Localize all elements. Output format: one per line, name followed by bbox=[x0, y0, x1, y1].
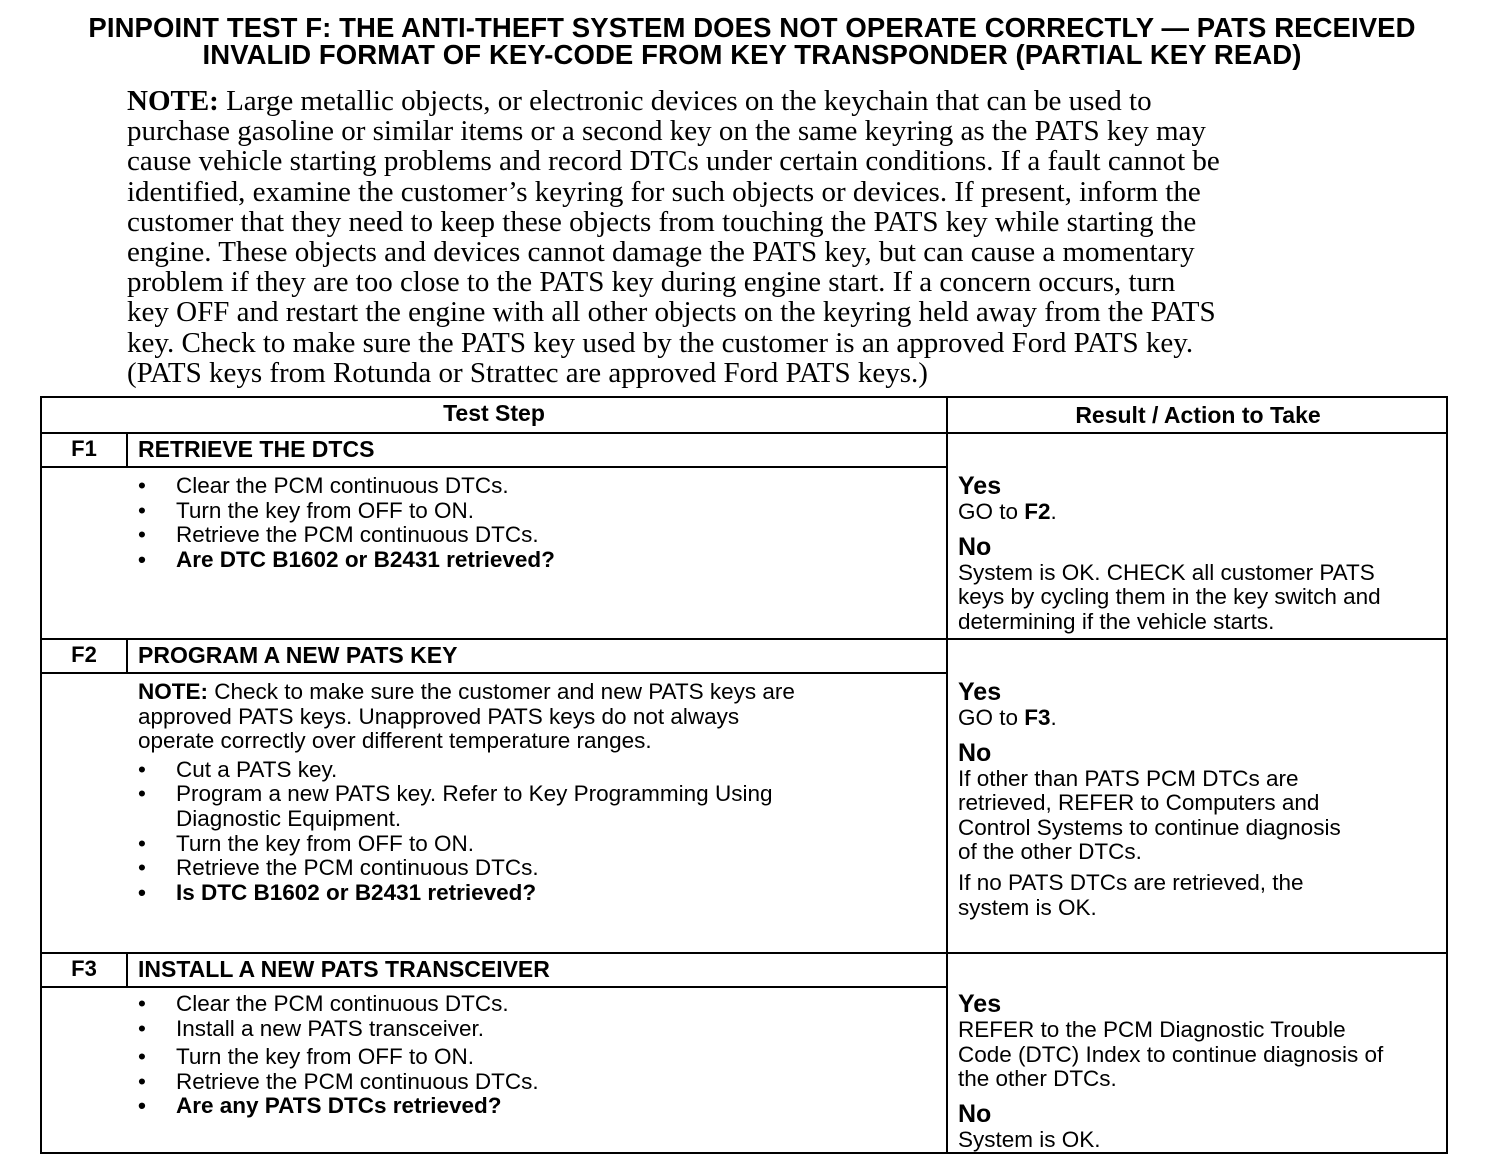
no-action-line: retrieved, REFER to Computers and bbox=[958, 790, 1320, 816]
step-note-line: approved PATS keys. Unapproved PATS keys do not always bbox=[138, 703, 740, 729]
step-title-f1: RETRIEVE THE DTCS bbox=[138, 436, 375, 462]
list-item: • Clear the PCM continuous DTCs. bbox=[138, 992, 539, 1017]
list-item-question: • Are any PATS DTCs retrieved? bbox=[138, 1094, 539, 1119]
header-divider bbox=[42, 432, 1446, 434]
header-test-step: Test Step bbox=[443, 400, 545, 426]
yes-action-line: REFER to the PCM Diagnostic Trouble bbox=[958, 1017, 1346, 1042]
note-line: key. Check to make sure the PATS key used by the customer is an approved Ford PATS key. bbox=[127, 326, 1194, 359]
step-id-f1: F1 bbox=[71, 436, 97, 461]
step-body-f2 bbox=[138, 680, 795, 905]
step-divider bbox=[42, 952, 1446, 954]
result-f2 bbox=[958, 678, 1341, 920]
no-label: No bbox=[958, 1099, 992, 1128]
step-id-divider bbox=[126, 638, 128, 672]
step-body-f3 bbox=[138, 992, 539, 1119]
note-line: customer that they need to keep these objects from touching the PATS key while starting the bbox=[127, 205, 1197, 238]
list-item: • Retrieve the PCM continuous DTCs. bbox=[138, 856, 795, 881]
list-item-continuation: Diagnostic Equipment. bbox=[176, 805, 402, 831]
title-line-2: INVALID FORMAT OF KEY-CODE FROM KEY TRANSPONDER (PARTIAL KEY READ) bbox=[202, 39, 1302, 70]
result-f1 bbox=[958, 472, 1381, 634]
note-line: key OFF and restart the engine with all other objects on the keyring held away from the PATS bbox=[127, 296, 1216, 329]
list-item: • Program a new PATS key. Refer to Key Programming Using bbox=[138, 782, 795, 807]
yes-action: GO to F2. bbox=[958, 499, 1057, 524]
list-item-question: • Are DTC B1602 or B2431 retrieved? bbox=[138, 548, 555, 573]
title-line-1: PINPOINT TEST F: THE ANTI-THEFT SYSTEM DOES NOT OPERATE CORRECTLY — PATS RECEIVED bbox=[88, 12, 1416, 43]
no-action-line: If no PATS DTCs are retrieved, the bbox=[958, 869, 1304, 895]
step-body-f1 bbox=[138, 474, 555, 572]
no-action-line: System is OK. CHECK all customer PATS bbox=[958, 559, 1375, 585]
no-action-line: Control Systems to continue diagnosis bbox=[958, 814, 1341, 840]
yes-label: Yes bbox=[958, 678, 1002, 706]
note-line: problem if they are too close to the PATS key during engine start. If a concern occurs, turn bbox=[127, 266, 1176, 299]
list-item: • Cut a PATS key. bbox=[138, 758, 795, 783]
note-line: purchase gasoline or similar items or a second key on the same keyring as the PATS key may bbox=[127, 115, 1206, 148]
list-item: • Turn the key from OFF to ON. bbox=[138, 499, 555, 524]
step-title-divider bbox=[42, 672, 946, 674]
column-divider bbox=[946, 398, 948, 1152]
pinpoint-test-table bbox=[40, 396, 1448, 1154]
list-item: • Turn the key from OFF to ON. bbox=[138, 832, 795, 857]
step-id-divider bbox=[126, 952, 128, 986]
list-item-question: • Is DTC B1602 or B2431 retrieved? bbox=[138, 881, 795, 906]
no-action-line: determining if the vehicle starts. bbox=[958, 608, 1275, 634]
step-note-line: operate correctly over different temperature ranges. bbox=[138, 728, 652, 754]
list-item: • Turn the key from OFF to ON. bbox=[138, 1045, 539, 1070]
note-line: (PATS keys from Rotunda or Strattec are approved Ford PATS keys.) bbox=[127, 356, 928, 389]
step-title-f3: INSTALL A NEW PATS TRANSCEIVER bbox=[138, 956, 550, 982]
no-label: No bbox=[958, 532, 992, 561]
no-label: No bbox=[958, 738, 992, 767]
yes-action-line: the other DTCs. bbox=[958, 1066, 1117, 1092]
note-line: cause vehicle starting problems and record DTCs under certain conditions. If a fault cannot be bbox=[127, 145, 1220, 178]
yes-label: Yes bbox=[958, 990, 1002, 1018]
list-item: • Retrieve the PCM continuous DTCs. bbox=[138, 1070, 539, 1095]
step-title-divider bbox=[42, 986, 946, 988]
page-title bbox=[0, 14, 1504, 68]
step-title-divider bbox=[42, 466, 946, 468]
no-action-line: If other than PATS PCM DTCs are bbox=[958, 765, 1299, 791]
no-action-line: of the other DTCs. bbox=[958, 839, 1142, 865]
note-line: engine. These objects and devices cannot damage the PATS key, but can cause a momentary bbox=[127, 236, 1195, 269]
note-line: NOTE: Large metallic objects, or electronic devices on the keychain that can be used to bbox=[127, 85, 1152, 117]
step-divider bbox=[42, 638, 1446, 640]
yes-action: GO to F3. bbox=[958, 705, 1057, 730]
yes-action-line: Code (DTC) Index to continue diagnosis of bbox=[958, 1041, 1384, 1067]
yes-label: Yes bbox=[958, 472, 1002, 500]
note-line: identified, examine the customer’s keyring for such objects or devices. If present, inform the bbox=[127, 175, 1201, 208]
no-action-line: keys by cycling them in the key switch and bbox=[958, 584, 1381, 610]
step-title-f2: PROGRAM A NEW PATS KEY bbox=[138, 642, 458, 668]
list-item: • Retrieve the PCM continuous DTCs. bbox=[138, 523, 555, 548]
result-f3 bbox=[958, 990, 1383, 1152]
no-action-line: System is OK. bbox=[958, 1126, 1101, 1152]
header-result: Result / Action to Take bbox=[1075, 402, 1321, 428]
step-id-f3: F3 bbox=[71, 956, 97, 981]
list-item: • Install a new PATS transceiver. bbox=[138, 1017, 539, 1042]
list-item: • Clear the PCM continuous DTCs. bbox=[138, 474, 555, 499]
no-action-line: system is OK. bbox=[958, 894, 1097, 920]
step-note: NOTE: Check to make sure the customer and new PATS keys are bbox=[138, 679, 795, 704]
step-id-divider bbox=[126, 432, 128, 466]
note-paragraph bbox=[127, 86, 1357, 388]
note-label: NOTE: bbox=[127, 85, 219, 117]
step-id-f2: F2 bbox=[71, 642, 97, 667]
